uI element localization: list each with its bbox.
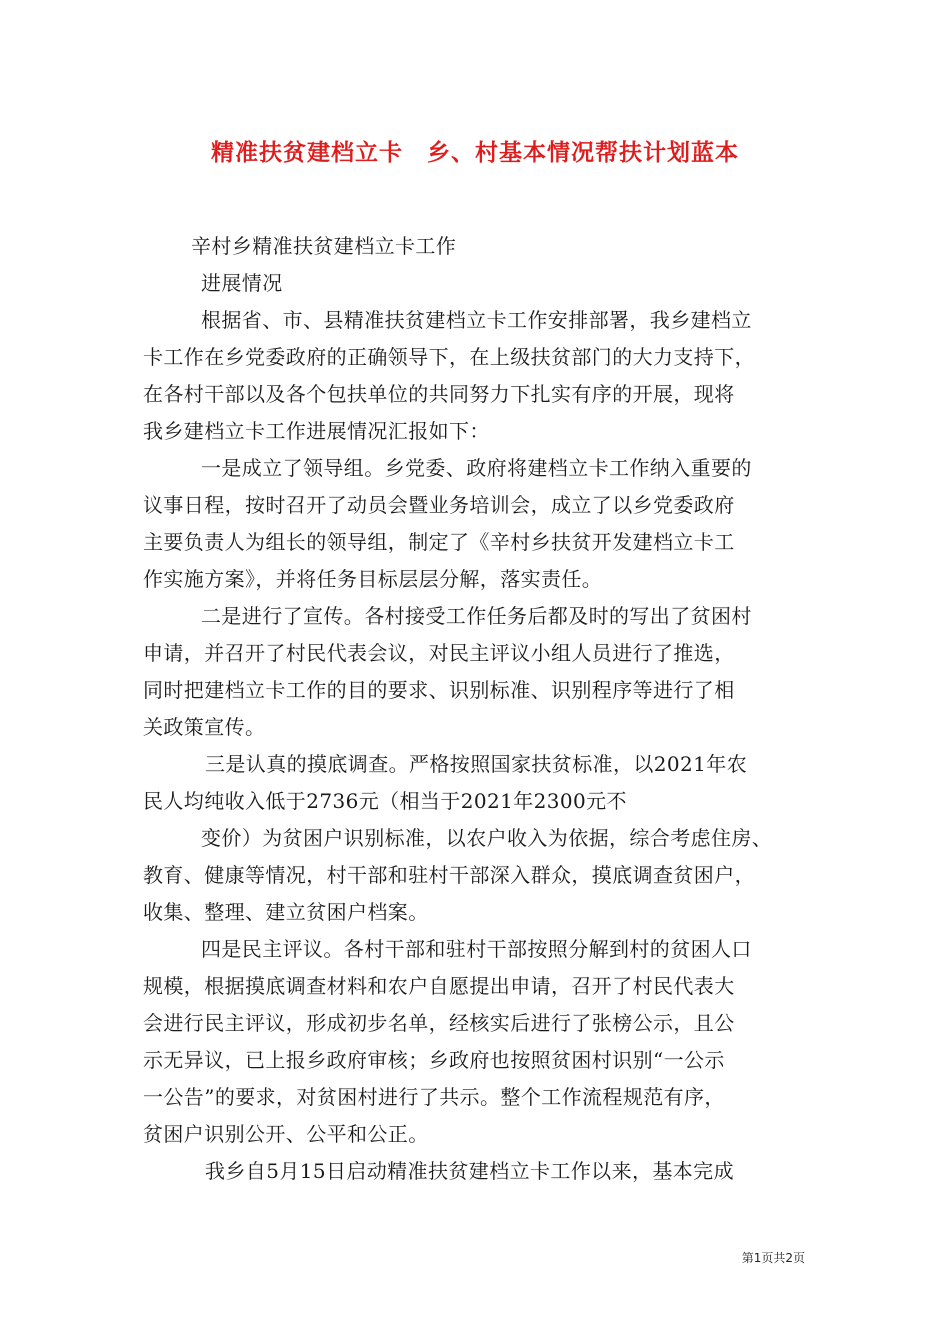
paragraph-line: 教育、健康等情况，村干部和驻村干部深入群众，摸底调查贫困户， xyxy=(143,863,755,887)
page-number: 第1页共2页 xyxy=(741,1251,805,1265)
paragraph-line: 四是民主评议。各村干部和驻村干部按照分解到村的贫困人口 xyxy=(201,937,752,961)
paragraph-line: 民人均纯收入低于2736元（相当于2021年2300元不 xyxy=(143,789,627,813)
paragraph-line: 贫困户识别公开、公平和公正。 xyxy=(143,1122,429,1146)
paragraph-line: 我乡自5月15日启动精准扶贫建档立卡工作以来，基本完成 xyxy=(205,1159,734,1183)
paragraph-line: 议事日程，按时召开了动员会暨业务培训会，成立了以乡党委政府 xyxy=(143,493,735,517)
paragraph-line: 一公告”的要求，对贫困村进行了共示。整个工作流程规范有序， xyxy=(143,1085,725,1109)
paragraph-line: 申请，并召开了村民代表会议，对民主评议小组人员进行了推选， xyxy=(143,641,735,665)
paragraph-line: 三是认真的摸底调查。严格按照国家扶贫标准，以2021年农 xyxy=(205,752,748,776)
paragraph-line: 关政策宣传。 xyxy=(143,715,266,739)
paragraph-line: 二是进行了宣传。各村接受工作任务后都及时的写出了贫困村 xyxy=(201,604,752,628)
paragraph-line: 规模，根据摸底调查材料和农户自愿提出申请，召开了村民代表大 xyxy=(143,974,735,998)
page-title: 精准扶贫建档立卡 乡、村基本情况帮扶计划蓝本 xyxy=(211,140,739,166)
paragraph-line: 示无异议，已上报乡政府审核；乡政府也按照贫困村识别“一公示 xyxy=(143,1048,725,1072)
paragraph-line: 卡工作在乡党委政府的正确领导下，在上级扶贫部门的大力支持下， xyxy=(143,345,755,369)
paragraph-line: 在各村干部以及各个包扶单位的共同努力下扎实有序的开展，现将 xyxy=(143,382,735,406)
paragraph-line: 进展情况 xyxy=(201,271,283,295)
paragraph-line: 根据省、市、县精准扶贫建档立卡工作安排部署，我乡建档立 xyxy=(201,308,752,332)
paragraph-line: 同时把建档立卡工作的目的要求、识别标准、识别程序等进行了相 xyxy=(143,678,735,702)
paragraph-line: 作实施方案》，并将任务目标层层分解，落实责任。 xyxy=(143,567,603,591)
paragraph-line: 辛村乡精准扶贫建档立卡工作 xyxy=(191,234,457,258)
paragraph-line: 主要负责人为组长的领导组，制定了《辛村乡扶贫开发建档立卡工 xyxy=(143,530,735,554)
document-body xyxy=(143,228,813,1190)
paragraph-line: 收集、整理、建立贫困户档案。 xyxy=(143,900,429,924)
paragraph-line: 会进行民主评议，形成初步名单，经核实后进行了张榜公示，且公 xyxy=(143,1011,735,1035)
paragraph-line: 我乡建档立卡工作进展情况汇报如下： xyxy=(143,419,490,443)
paragraph-line: 变价）为贫困户识别标准，以农户收入为依据，综合考虑住房、 xyxy=(201,826,773,850)
paragraph-line: 一是成立了领导组。乡党委、政府将建档立卡工作纳入重要的 xyxy=(201,456,752,480)
